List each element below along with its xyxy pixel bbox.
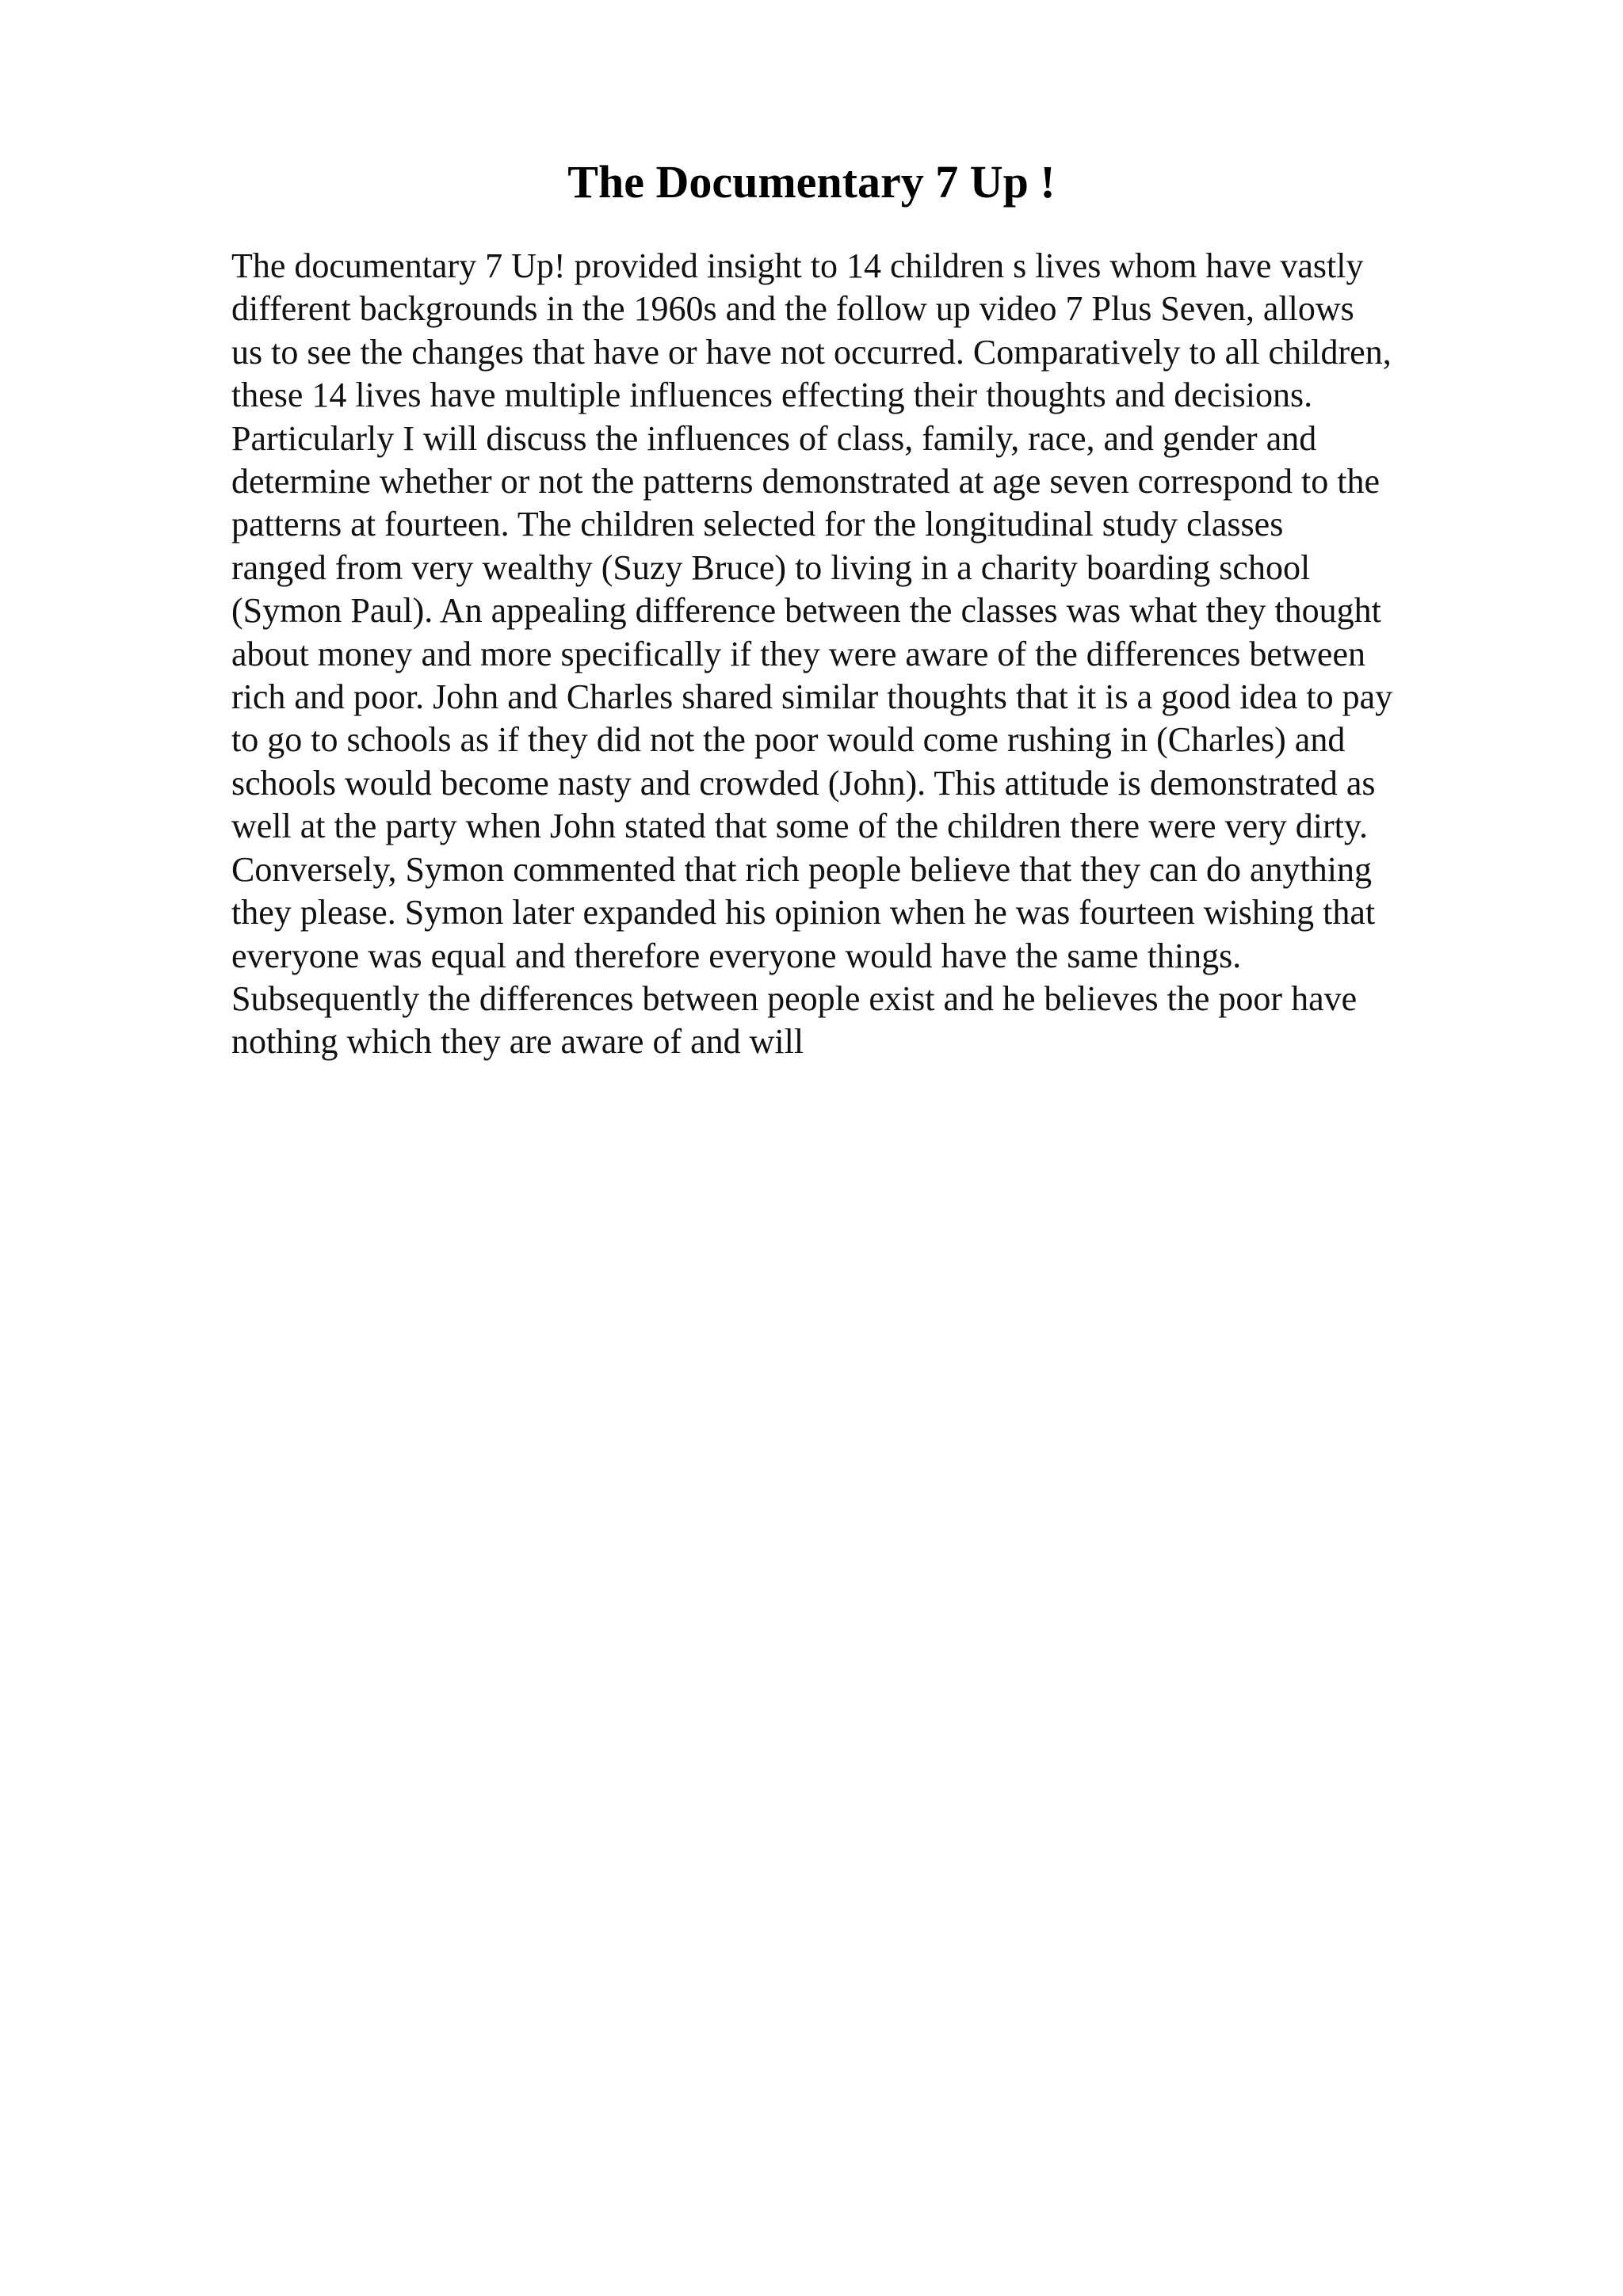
body-line: Conversely, Symon commented that rich people believe that they can do anything [231, 849, 1372, 889]
body-line: The documentary 7 Up! provided insight to 14 children s lives whom have vastly [231, 246, 1364, 285]
body-line: to go to schools as if they did not the poor would come rushing in (Charles) and [231, 720, 1346, 760]
body-line: rich and poor. John and Charles shared similar thoughts that it is a good idea to pay [231, 677, 1393, 717]
body-line: patterns at fourteen. The children selected for the longitudinal study classes [231, 505, 1284, 544]
body-line: schools would become nasty and crowded (John). This attitude is demonstrated as [231, 763, 1376, 803]
body-line: nothing which they are aware of and will [231, 1022, 804, 1062]
body-line: about money and more specifically if they were aware of the differences between [231, 634, 1365, 673]
body-line: us to see the changes that have or have not occurred. Comparatively to all children, [231, 332, 1392, 372]
body-line: everyone was equal and therefore everyone would have the same things. [231, 936, 1242, 975]
body-line: determine whether or not the patterns demonstrated at age seven correspond to the [231, 462, 1381, 502]
body-line: they please. Symon later expanded his opinion when he was fourteen wishing that [231, 893, 1376, 933]
body-line: different backgrounds in the 1960s and the follow up video 7 Plus Seven, allows [231, 289, 1354, 329]
body-line: well at the party when John stated that some of the children there were very dirty. [231, 807, 1368, 846]
body-line: (Symon Paul). An appealing difference between the classes was what they thought [231, 591, 1381, 631]
document-title: The Documentary 7 Up ! [567, 156, 1056, 208]
body-line: Particularly I will discuss the influences of class, family, race, and gender and [231, 418, 1317, 458]
body-line: these 14 lives have multiple influences effecting their thoughts and decisions. [231, 376, 1313, 415]
body-line: ranged from very wealthy (Suzy Bruce) to living in a charity boarding school [231, 547, 1311, 587]
body-line: Subsequently the differences between people exist and he believes the poor have [231, 978, 1358, 1018]
document-body [231, 245, 1499, 1064]
